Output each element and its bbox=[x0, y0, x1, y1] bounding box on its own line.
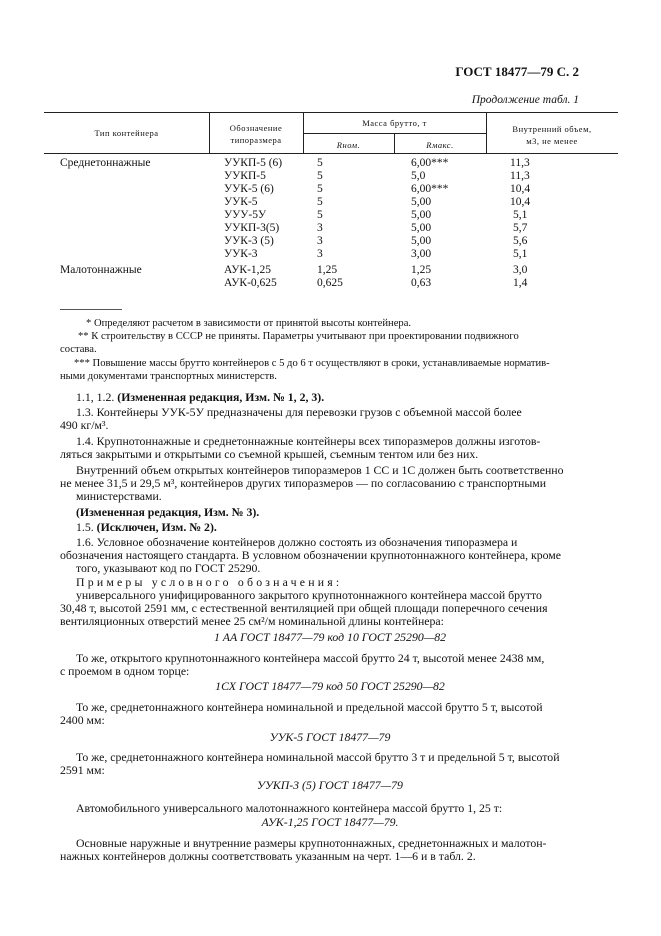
page-header: ГОСТ 18477—79 С. 2 bbox=[455, 64, 579, 79]
header-mass-nom: Rном. bbox=[336, 140, 361, 150]
footnote-1: * Определяют расчетом в зависимости от принятой высоты контейнера. bbox=[86, 318, 412, 329]
example-1-code: 1 АА ГОСТ 18477—79 код 10 ГОСТ 25290—82 bbox=[213, 630, 447, 644]
para-1-3-b: 490 кг/м³. bbox=[60, 418, 109, 432]
cell-designation: УУКП-3(5) bbox=[224, 222, 280, 234]
footnote-2-cont: состава. bbox=[60, 344, 97, 355]
final-para-a: Основные наружные и внутренние размеры крупнотоннажных, среднетоннажных и малотон- bbox=[76, 836, 547, 850]
footnote-2: ** К строительству в СССР не приняты. Параметры учитывают при проектировании подвижного bbox=[78, 331, 519, 342]
cell-nom: 1,25 bbox=[317, 264, 338, 276]
header-designation-1: Обозначение bbox=[229, 123, 283, 133]
footnote-3-cont: ными документами транспортных министерств. bbox=[60, 371, 277, 382]
example-3-b: 2400 мм: bbox=[60, 713, 105, 727]
cell-volume: 11,3 bbox=[510, 157, 530, 169]
cell-nom: 3 bbox=[317, 235, 323, 247]
table-top-rule bbox=[44, 112, 618, 113]
cell-designation: УУК-5 (6) bbox=[224, 183, 274, 195]
cell-nom: 5 bbox=[317, 157, 323, 169]
cell-max: 5,00 bbox=[411, 209, 432, 221]
example-2-b: с проемом в одном торце: bbox=[60, 664, 190, 678]
cell-volume: 5,7 bbox=[513, 222, 528, 234]
para-1-5 bbox=[76, 520, 217, 535]
para-1-1-bold: (Измененная редакция, Изм. № 1, 2, 3). bbox=[117, 390, 325, 404]
cell-max: 0,63 bbox=[411, 277, 432, 289]
example-5-a: Автомобильного универсального малотоннажного контейнера массой брутто 1, 25 т: bbox=[76, 801, 503, 815]
cell-nom: 5 bbox=[317, 183, 323, 195]
cell-volume: 1,4 bbox=[513, 277, 528, 289]
para-1-6-b: обозначения настоящего стандарта. В условном обозначении крупнотоннажного контейнера, кроме bbox=[60, 548, 561, 562]
para-1-5-bold: (Исключен, Изм. № 2). bbox=[96, 520, 217, 534]
header-volume-2: м3, не менее bbox=[526, 136, 578, 146]
example-2-a: То же, открытого крупнотоннажного контейнера массой брутто 24 т, высотой менее 2438 мм, bbox=[76, 651, 545, 665]
header-mass-max: Rмакс. bbox=[426, 140, 454, 150]
cell-designation: АУК-0,625 bbox=[224, 277, 277, 289]
examples-heading: Примеры условного обозначения: bbox=[76, 575, 343, 589]
example-4-code: УУКП-3 (5) ГОСТ 18477—79 bbox=[257, 778, 403, 792]
header-mass: Масса брутто, т bbox=[362, 118, 427, 128]
footnote-3: *** Повышение массы брутто контейнеров с 5 до 6 т осуществляют в сроки, устанавливаемые норматив- bbox=[74, 358, 550, 369]
para-1-4-e: министерствами. bbox=[76, 489, 162, 503]
cell-volume: 10,4 bbox=[510, 196, 531, 208]
cell-designation: УУКП-5 bbox=[224, 170, 266, 182]
cell-max: 5,00 bbox=[411, 196, 432, 208]
cell-max: 5,00 bbox=[411, 222, 432, 234]
para-1-4-d: не менее 31,5 и 29,5 м³, контейнеров других типоразмеров — по согласованию с транспортными bbox=[60, 476, 547, 490]
cell-nom: 0,625 bbox=[317, 277, 343, 289]
para-1-6-c: того, указывают код по ГОСТ 25290. bbox=[76, 561, 261, 575]
cell-volume: 5,6 bbox=[513, 235, 528, 247]
cell-nom: 5 bbox=[317, 196, 323, 208]
cell-max: 5,00 bbox=[411, 235, 432, 247]
header-designation-2: типоразмера bbox=[230, 135, 282, 145]
cell-volume: 3,0 bbox=[513, 264, 528, 276]
header-volume-1: Внутренний объем, bbox=[512, 124, 592, 134]
example-5-code: АУК-1,25 ГОСТ 18477—79. bbox=[261, 815, 399, 829]
example-1-c: вентиляционных отверстий менее 25 см²/м номинальной длины контейнера: bbox=[60, 614, 444, 628]
table-continuation-label: Продолжение табл. 1 bbox=[471, 94, 579, 106]
final-para-b: нажных контейнеров должны соответствовать указанным на черт. 1—6 и в табл. 2. bbox=[60, 849, 476, 863]
cell-max: 3,00 bbox=[411, 248, 432, 260]
cell-volume: 5,1 bbox=[513, 248, 528, 260]
example-4-a: То же, среднетоннажного контейнера номинальной массой брутто 3 т и предельной 5 т, высотой bbox=[76, 750, 560, 764]
footnote-separator bbox=[60, 309, 122, 310]
cell-volume: 5,1 bbox=[513, 209, 528, 221]
para-1-4-b: ляться закрытыми и открытыми со съемной крышей, съемным тентом или без них. bbox=[60, 447, 479, 461]
para-1-1-prefix: 1.1, 1.2. bbox=[76, 390, 118, 404]
group-type-medium: Среднетоннажные bbox=[60, 157, 151, 169]
cell-designation: УУКП-5 (6) bbox=[224, 157, 283, 169]
cell-max: 5,0 bbox=[411, 170, 426, 182]
cell-volume: 11,3 bbox=[510, 170, 530, 182]
para-1-6-a: 1.6. Условное обозначение контейнеров должно состоять из обозначения типоразмера и bbox=[76, 535, 518, 549]
example-1-b: 30,48 т, высотой 2591 мм, с естественной вентиляцией при общей площади поперечного сечения bbox=[60, 601, 548, 615]
cell-max: 6,00*** bbox=[411, 157, 449, 169]
para-1-4-amend: (Измененная редакция, Изм. № 3). bbox=[76, 505, 260, 519]
cell-designation: УУУ-5У bbox=[224, 209, 267, 221]
example-1-a: универсального унифицированного закрытого крупнотоннажного контейнера массой брутто bbox=[76, 588, 542, 602]
example-3-code: УУК-5 ГОСТ 18477—79 bbox=[269, 730, 391, 744]
cell-designation: УУК-3 bbox=[224, 248, 258, 260]
header-type: Тип контейнера bbox=[94, 128, 159, 138]
cell-designation: УУК-5 bbox=[224, 196, 258, 208]
cell-designation: УУК-3 (5) bbox=[224, 235, 274, 247]
para-1-5-prefix: 1.5. bbox=[76, 520, 97, 534]
group-type-small: Малотоннажные bbox=[60, 264, 142, 276]
para-1-3-a: 1.3. Контейнеры УУК-5У предназначены для перевозки грузов с объемной массой более bbox=[76, 405, 522, 419]
para-1-4-c: Внутренний объем открытых контейнеров типоразмеров 1 СС и 1С должен быть соответственно bbox=[76, 463, 564, 477]
cell-designation: АУК-1,25 bbox=[224, 264, 272, 276]
example-3-a: То же, среднетоннажного контейнера номинальной и предельной массой брутто 5 т, высотой bbox=[76, 700, 543, 714]
para-1-1 bbox=[76, 390, 324, 405]
cell-volume: 10,4 bbox=[510, 183, 531, 195]
cell-nom: 5 bbox=[317, 170, 323, 182]
cell-max: 1,25 bbox=[411, 264, 432, 276]
cell-nom: 3 bbox=[317, 222, 323, 234]
cell-nom: 5 bbox=[317, 209, 323, 221]
para-1-4-a: 1.4. Крупнотоннажные и среднетоннажные контейнеры всех типоразмеров должны изготов- bbox=[76, 434, 541, 448]
cell-max: 6,00*** bbox=[411, 183, 449, 195]
cell-nom: 3 bbox=[317, 248, 323, 260]
example-2-code: 1СХ ГОСТ 18477—79 код 50 ГОСТ 25290—82 bbox=[215, 679, 445, 693]
example-4-b: 2591 мм: bbox=[60, 763, 105, 777]
table-header-rule bbox=[44, 153, 618, 154]
